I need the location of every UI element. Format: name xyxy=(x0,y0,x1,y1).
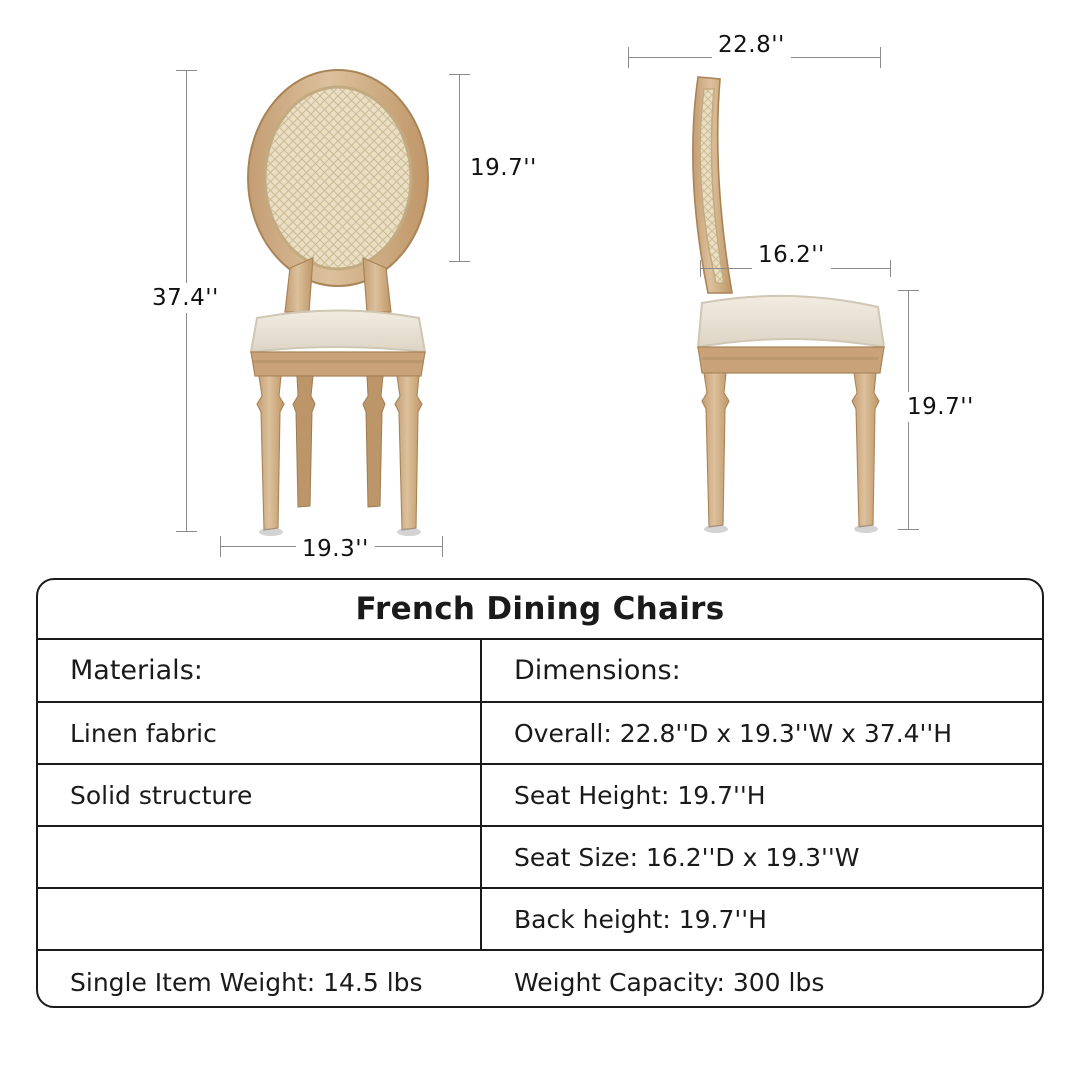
material-item-4 xyxy=(38,889,482,949)
front-overall-width-label: 19.3'' xyxy=(296,534,375,564)
overall-width-tick-right xyxy=(442,536,443,557)
table-row xyxy=(38,703,1042,765)
seat-height-tick-bottom xyxy=(898,529,919,530)
dimension-item-4: Back height: 19.7''H xyxy=(514,904,767,934)
material-item-1: Linen fabric xyxy=(38,703,482,763)
table-row xyxy=(38,765,1042,827)
table-header-row xyxy=(38,640,1042,703)
back-height-tick-top xyxy=(449,74,470,75)
overall-depth-tick-right xyxy=(880,47,881,68)
back-height-tick-bottom xyxy=(449,261,470,262)
table-row xyxy=(38,827,1042,889)
front-view-chair xyxy=(185,60,495,540)
dimensions-header: Dimensions: xyxy=(514,655,681,686)
weight-capacity: Weight Capacity: 300 lbs xyxy=(514,967,825,997)
side-seat-height-label: 19.7'' xyxy=(903,392,978,422)
overall-height-tick-bottom xyxy=(176,531,197,532)
back-height-line xyxy=(459,74,460,262)
overall-depth-tick-left xyxy=(628,47,629,68)
side-overall-depth-label: 22.8'' xyxy=(712,30,791,60)
material-item-3 xyxy=(38,827,482,887)
overall-width-tick-left xyxy=(220,536,221,557)
side-seat-depth-label: 16.2'' xyxy=(752,240,831,270)
seat-depth-tick-right xyxy=(890,260,891,277)
dimension-item-3: Seat Size: 16.2''D x 19.3''W xyxy=(514,842,860,872)
dimension-item-1: Overall: 22.8''D x 19.3''W x 37.4''H xyxy=(514,718,953,748)
materials-header: Materials: xyxy=(38,640,482,701)
dimension-item-2: Seat Height: 19.7''H xyxy=(514,780,766,810)
front-back-height-label: 19.7'' xyxy=(470,155,537,181)
page-title: French Dining Chairs xyxy=(355,591,725,627)
single-item-weight: Single Item Weight: 14.5 lbs xyxy=(70,967,423,997)
table-row xyxy=(38,889,1042,951)
seat-depth-tick-left xyxy=(700,260,701,277)
seat-height-tick-top xyxy=(898,290,919,291)
overall-height-tick-top xyxy=(176,70,197,71)
table-footer-row xyxy=(38,951,1042,1008)
spec-table xyxy=(36,578,1044,1008)
material-item-2: Solid structure xyxy=(38,765,482,825)
front-overall-height-label: 37.4'' xyxy=(148,283,223,313)
table-title-row xyxy=(38,580,1042,640)
side-view-chair xyxy=(640,55,930,545)
